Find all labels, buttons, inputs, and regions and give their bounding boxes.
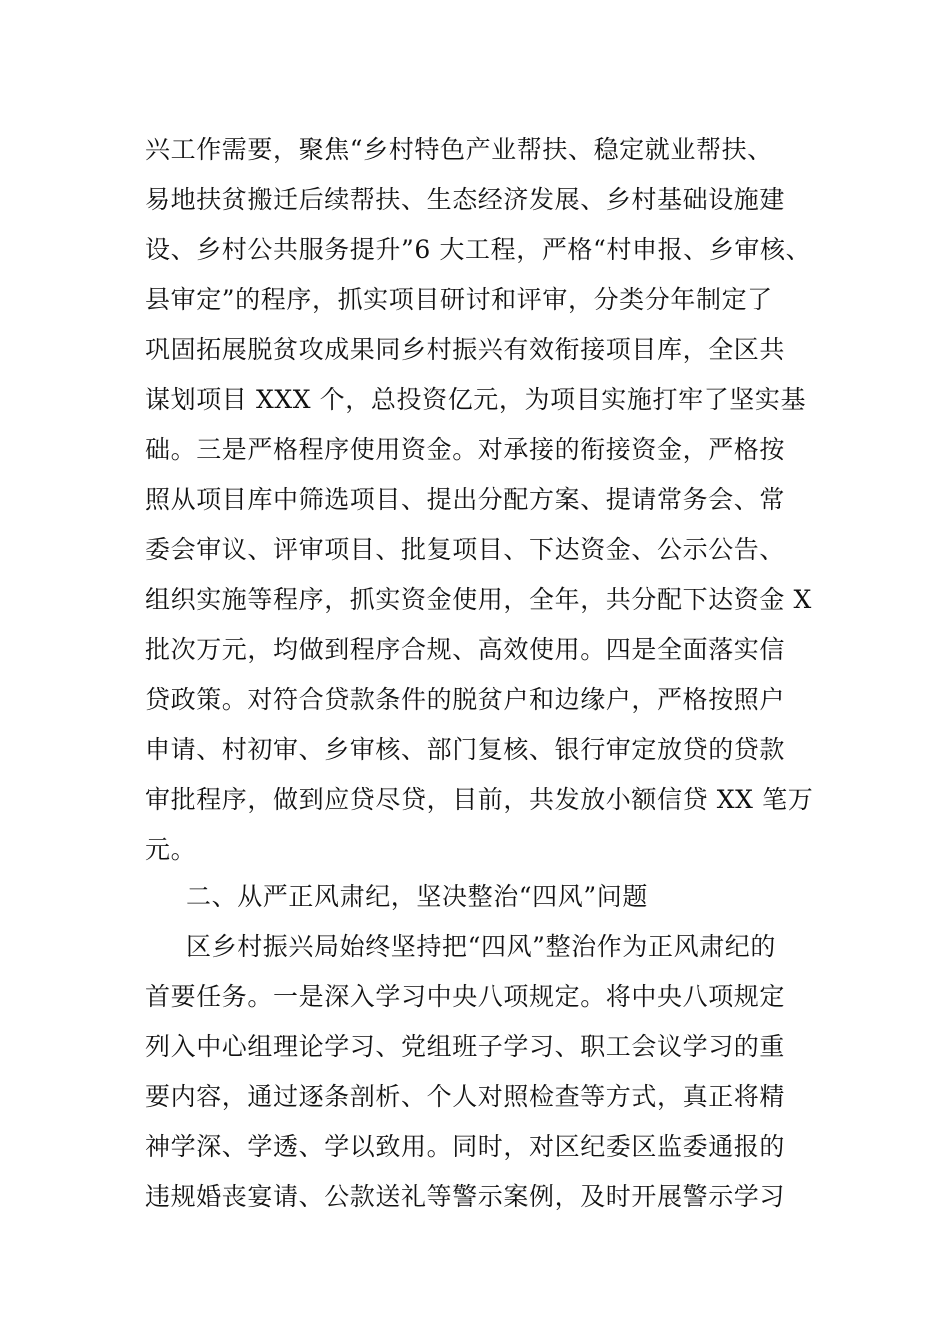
paragraph-line: 兴工作需要，聚焦“乡村特色产业帮扶、稳定就业帮扶、 [145, 135, 773, 164]
paragraph-line: 违规婚丧宴请、公款送礼等警示案例，及时开展警示学习 [145, 1182, 786, 1211]
paragraph-line: 要内容，通过逐条剖析、个人对照检查等方式，真正将精 [145, 1082, 786, 1111]
paragraph-line: 元。 [145, 835, 197, 864]
paragraph-line: 区乡村振兴局始终坚持把“四风”整治作为正风肃纪的 [186, 932, 776, 961]
paragraph-line: 组织实施等程序，抓实资金使用，全年，共分配下达资金 X [145, 585, 812, 614]
paragraph-line: 县审定”的程序，抓实项目研讨和评审，分类分年制定了 [145, 285, 773, 314]
paragraph-line: 列入中心组理论学习、党组班子学习、职工会议学习的重 [145, 1032, 786, 1061]
paragraph-line: 委会审议、评审项目、批复项目、下达资金、公示公告、 [145, 535, 786, 564]
paragraph-line: 巩固拓展脱贫攻成果同乡村振兴有效衔接项目库，全区共 [145, 335, 786, 364]
paragraph-line: 审批程序，做到应贷尽贷，目前，共发放小额信贷 XX 笔万 [145, 785, 814, 814]
paragraph-line: 神学深、学透、学以致用。同时，对区纪委区监委通报的 [145, 1132, 786, 1161]
paragraph-line: 申请、村初审、乡审核、部门复核、银行审定放贷的贷款 [145, 735, 786, 764]
paragraph-line: 贷政策。对符合贷款条件的脱贫户和边缘户，严格按照户 [145, 685, 786, 714]
paragraph-line: 首要任务。一是深入学习中央八项规定。将中央八项规定 [145, 982, 786, 1011]
paragraph-line: 谋划项目 XXX 个，总投资亿元，为项目实施打牢了坚实基 [145, 385, 807, 414]
paragraph-line: 易地扶贫搬迁后续帮扶、生态经济发展、乡村基础设施建 [145, 185, 786, 214]
paragraph-line: 设、乡村公共服务提升”6 大工程，严格“村申报、乡审核、 [145, 235, 812, 264]
paragraph-line: 照从项目库中筛选项目、提出分配方案、提请常务会、常 [145, 485, 786, 514]
paragraph-line: 础。三是严格程序使用资金。对承接的衔接资金，严格按 [145, 435, 786, 464]
section-heading: 二、从严正风肃纪，坚决整治“四风”问题 [186, 882, 648, 911]
paragraph-line: 批次万元，均做到程序合规、高效使用。四是全面落实信 [145, 635, 786, 664]
